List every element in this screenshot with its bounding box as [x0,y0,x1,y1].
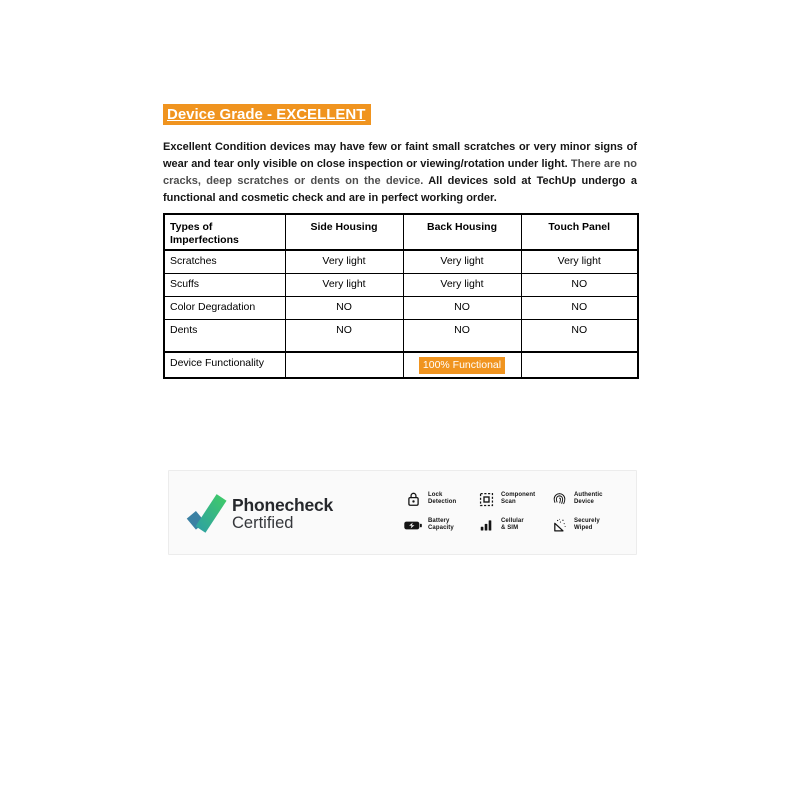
table-cell: NO [285,319,403,352]
column-header-types-of-imperfections: Types of Imperfections [164,214,285,250]
table-cell: Very light [403,250,521,273]
imperfections-table [163,213,639,379]
table-cell: NO [285,296,403,319]
table-cell: NO [521,273,638,296]
table-cell: Very light [285,273,403,296]
table-cell: Very light [521,250,638,273]
description-paragraph [163,139,637,207]
feature-label: Lock Detection [428,492,457,505]
feature-component-scan [477,491,535,507]
fingerprint-icon [550,491,568,507]
feature-lock-detection [404,491,456,507]
brand-subtitle: Certified [232,514,294,532]
table-row-color-degradation [164,296,638,319]
brand-block [232,496,333,532]
lock-icon [404,491,422,507]
description-part-1: Excellent Condition devices may have few or faint small scratches or very minor signs of wear and tear only visible on close inspection or viewing/rotation under light. [163,141,637,170]
wipe-icon [550,517,568,533]
row-label: Scuffs [164,273,285,296]
table-cell: Very light [403,273,521,296]
description-part-3: All devices sold at TechUp undergo a functional and cosmetic check and are in perfect working order. [163,175,637,204]
column-header-back-housing: Back Housing [403,214,521,250]
feature-securely-wiped [550,517,600,533]
row-label: Scratches [164,250,285,273]
feature-battery-capacity [404,517,454,533]
table-cell: NO [521,296,638,319]
table-cell: NO [403,319,521,352]
feature-label: Securely Wiped [574,518,600,531]
table-cell [403,352,521,378]
description-part-2: There are no cracks, deep scratches or dents on the device. [163,158,637,187]
feature-cellular-sim [477,517,524,533]
feature-label: Cellular & SIM [501,518,524,531]
battery-icon [404,517,422,533]
table-cell: NO [403,296,521,319]
row-label: Dents [164,319,285,352]
column-header-touch-panel: Touch Panel [521,214,638,250]
row-label: Color Degradation [164,296,285,319]
table-row-device-functionality [164,352,638,378]
feature-authentic-device [550,491,603,507]
table-row-scratches [164,250,638,273]
table-cell [521,352,638,378]
table-header-row [164,214,638,250]
table-row-dents [164,319,638,352]
component-scan-icon [477,491,495,507]
feature-label: Battery Capacity [428,518,454,531]
phonecheck-checkmark-icon [184,487,228,539]
table-cell [285,352,403,378]
phonecheck-certified-badge [168,470,637,555]
table-row-scuffs [164,273,638,296]
functional-status-badge: 100% Functional [419,357,505,374]
column-header-side-housing: Side Housing [285,214,403,250]
signal-bars-icon [477,517,495,533]
brand-name: Phonecheck [232,495,334,515]
table-cell: Very light [285,250,403,273]
table-cell: NO [521,319,638,352]
feature-label: Authentic Device [574,492,603,505]
page-title: Device Grade - EXCELLENT [163,104,371,125]
feature-label: Component Scan [501,492,536,505]
row-label: Device Functionality [164,352,285,378]
